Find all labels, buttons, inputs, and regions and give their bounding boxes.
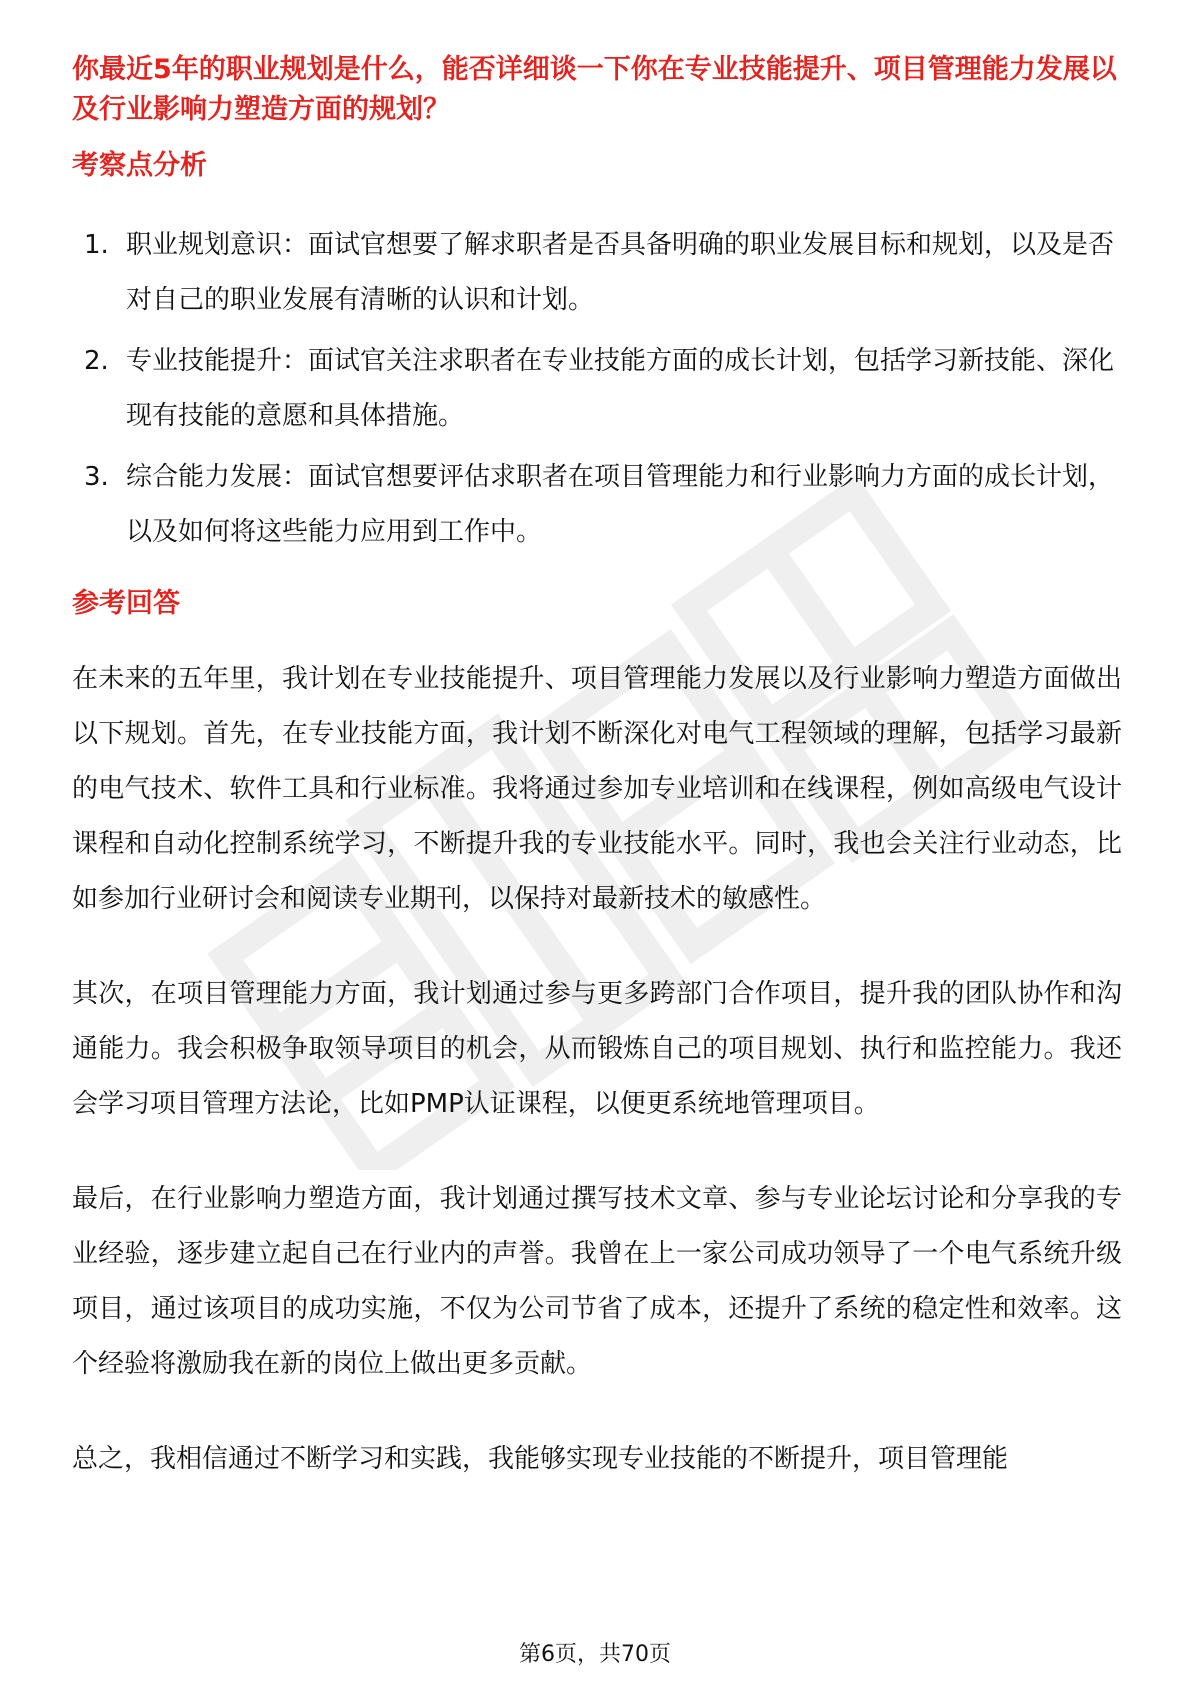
list-item	[72, 450, 1122, 560]
list-item-text: 职业规划意识：面试官想要了解求职者是否具备明确的职业发展目标和规划，以及是否对自己的职业发展有清晰的认识和计划。	[126, 230, 1115, 315]
answer-body	[72, 652, 1122, 1527]
answer-paragraph: 最后，在行业影响力塑造方面，我计划通过撰写技术文章、参与专业论坛讨论和分享我的专业经验，逐步建立起自己在行业内的声誉。我曾在上一家公司成功领导了一个电气系统升级项目，通过该项目的成功实施，不仅为公司节省了成本，还提升了系统的稳定性和效率。这个经验将激励我在新的岗位上做出更多贡献。	[72, 1184, 1122, 1379]
analysis-list	[72, 218, 1122, 566]
list-item-number: 1.	[84, 230, 109, 260]
list-item-text: 专业技能提升：面试官关注求职者在专业技能方面的成长计划，包括学习新技能、深化现有技能的意愿和具体措施。	[126, 346, 1115, 431]
question-title: 你最近5年的职业规划是什么，能否详细谈一下你在专业技能提升、项目管理能力发展以及行业影响力塑造方面的规划？	[72, 54, 1117, 125]
answer-paragraph: 在未来的五年里，我计划在专业技能提升、项目管理能力发展以及行业影响力塑造方面做出以下规划。首先，在专业技能方面，我计划不断深化对电气工程领域的理解，包括学习最新的电气技术、软件工具和行业标准。我将通过参加专业培训和在线课程，例如高级电气设计课程和自动化控制系统学习，不断提升我的专业技能水平。同时，我也会关注行业动态，比如参加行业研讨会和阅读专业期刊，以保持对最新技术的敏感性。	[72, 664, 1122, 914]
list-item-text: 综合能力发展：面试官想要评估求职者在项目管理能力和行业影响力方面的成长计划，以及如何将这些能力应用到工作中。	[126, 462, 1115, 547]
list-item	[72, 218, 1122, 328]
answer-paragraph: 其次，在项目管理能力方面，我计划通过参与更多跨部门合作项目，提升我的团队协作和沟通能力。我会积极争取领导项目的机会，从而锻炼自己的项目规划、执行和监控能力。我还会学习项目管理方法论，比如PMP认证课程，以便更系统地管理项目。	[72, 979, 1122, 1119]
list-item	[72, 334, 1122, 444]
answer-paragraph: 总之，我相信通过不断学习和实践，我能够实现专业技能的不断提升，项目管理能	[72, 1444, 1009, 1474]
page-number-footer: 第6页，共70页	[519, 1642, 671, 1667]
list-item-number: 3.	[84, 462, 109, 492]
answer-heading: 参考回答	[72, 588, 180, 619]
list-item-number: 2.	[84, 346, 109, 376]
analysis-heading: 考察点分析	[72, 150, 207, 181]
